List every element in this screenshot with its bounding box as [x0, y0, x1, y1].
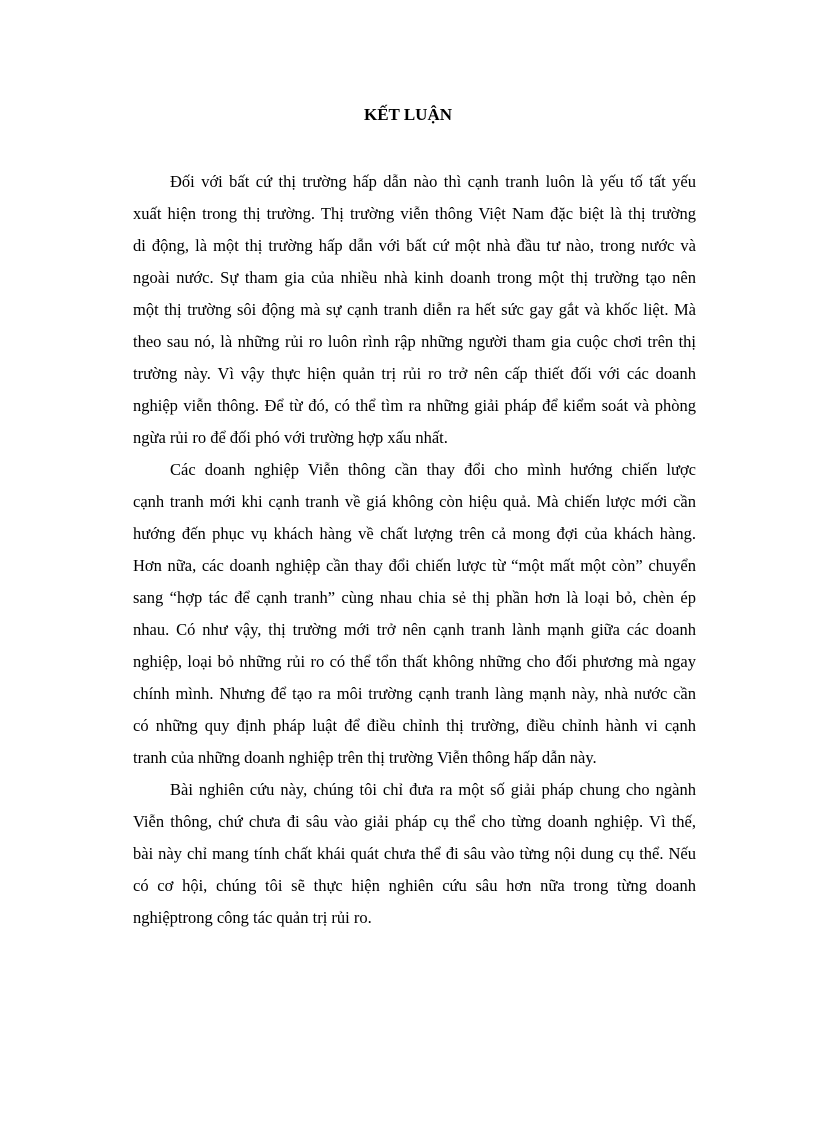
paragraph-2-line-6: nhau. Có như vậy, thị trường mới trở nên cạnh tranh lành mạnh giữa các doanh [133, 620, 696, 639]
paragraph-1-line-4: ngoài nước. Sự tham gia của nhiều nhà kinh doanh trong một thị trường tạo nên [133, 268, 696, 287]
paragraph-3-line-5: nghiệptrong công tác quản trị rủi ro. [133, 908, 372, 927]
paragraph-2-line-2: cạnh tranh mới khi cạnh tranh về giá không còn hiệu quả. Mà chiến lược mới cần [133, 492, 696, 511]
paragraph-2-line-4: Hơn nữa, các doanh nghiệp cần thay đổi chiến lược từ “một mất một còn” chuyển [133, 556, 696, 575]
page-title: KẾT LUẬN [363, 105, 452, 124]
paragraph-2-line-1: Các doanh nghiệp Viễn thông cần thay đổi cho mình hướng chiến lược [170, 460, 696, 479]
paragraph-2-line-5: sang “hợp tác để cạnh tranh” cùng nhau chia sẻ thị phần hơn là loại bỏ, chèn ép [133, 588, 696, 607]
paragraph-2-line-3: hướng đến phục vụ khách hàng về chất lượng trên cả mong đợi của khách hàng. [133, 524, 696, 543]
paragraph-3-line-4: có cơ hội, chúng tôi sẽ thực hiện nghiên cứu sâu hơn nữa trong từng doanh [133, 876, 696, 895]
paragraph-1-line-8: nghiệp viễn thông. Để từ đó, có thể tìm ra những giải pháp để kiểm soát và phòng [133, 396, 696, 415]
paragraph-1-line-1: Đối với bất cứ thị trường hấp dẫn nào thì cạnh tranh luôn là yếu tố tất yếu [170, 172, 696, 191]
paragraph-1-line-5: một thị trường sôi động mà sự cạnh tranh diễn ra hết sức gay gắt và khốc liệt. Mà [133, 300, 696, 319]
paragraph-3-line-2: Viễn thông, chứ chưa đi sâu vào giải pháp cụ thể cho từng doanh nghiệp. Vì thế, [133, 812, 696, 831]
paragraph-1-line-9: ngừa rủi ro để đối phó với trường hợp xấu nhất. [133, 428, 448, 447]
paragraph-2-line-8: chính mình. Nhưng để tạo ra môi trường cạnh tranh làng mạnh này, nhà nước cần [133, 684, 696, 703]
paragraph-1-line-7: trường này. Vì vậy thực hiện quản trị rủi ro trở nên cấp thiết đối với các doanh [133, 364, 696, 383]
paragraph-3-line-1: Bài nghiên cứu này, chúng tôi chỉ đưa ra một số giải pháp chung cho ngành [170, 780, 696, 799]
paragraph-3-line-3: bài này chỉ mang tính chất khái quát chưa thể đi sâu vào từng nội dung cụ thể. Nếu [133, 844, 696, 863]
paragraph-2-line-9: có những quy định pháp luật để điều chỉnh thị trường, điều chỉnh hành vi cạnh [133, 716, 696, 735]
paragraph-1-line-6: theo sau nó, là những rủi ro luôn rình rập những người tham gia cuộc chơi trên thị [133, 332, 696, 351]
paragraph-1-line-2: xuất hiện trong thị trường. Thị trường viễn thông Việt Nam đặc biệt là thị trường [133, 204, 696, 223]
paragraph-1-line-3: di động, là một thị trường hấp dẫn với bất cứ một nhà đầu tư nào, trong nước và [133, 236, 696, 255]
paragraph-2-line-7: nghiệp, loại bỏ những rủi ro có thể tổn thất không những cho đối phương mà ngay [133, 652, 696, 671]
paragraph-2-line-10: tranh của những doanh nghiệp trên thị trường Viễn thông hấp dẫn này. [133, 748, 597, 767]
